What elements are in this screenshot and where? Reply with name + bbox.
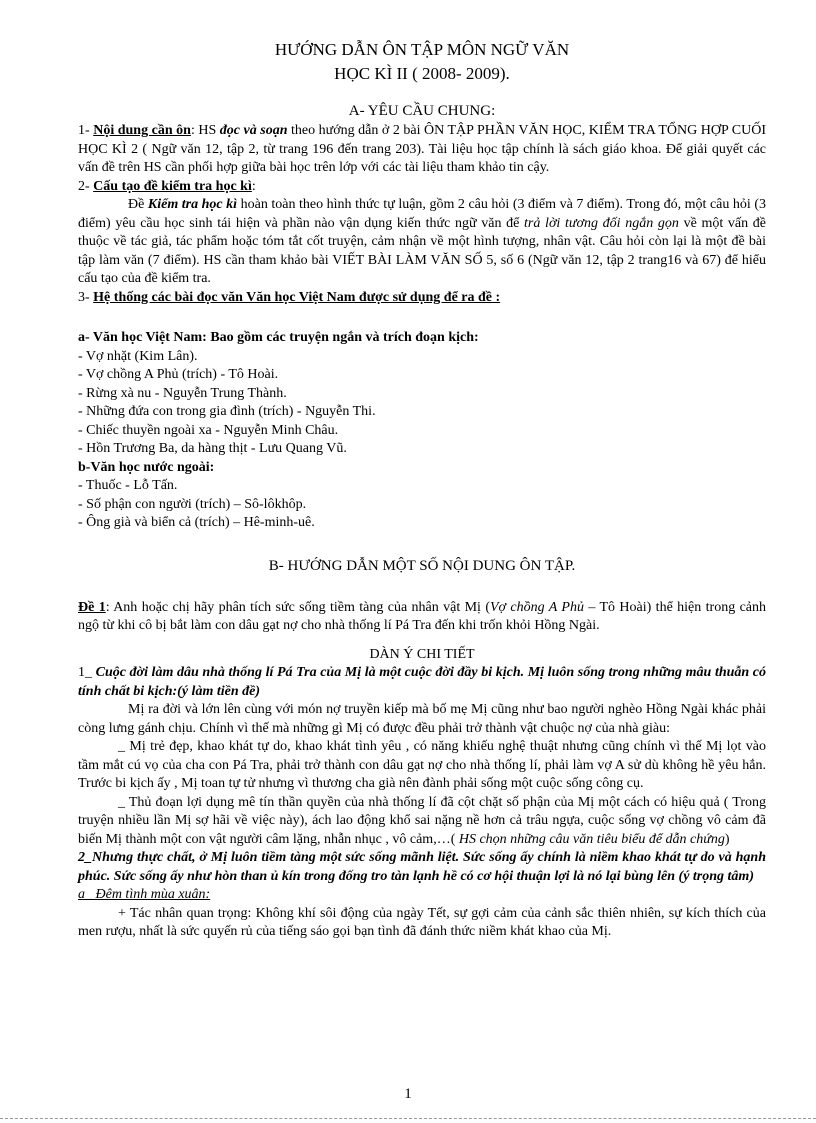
item-italic: trả lời tương đối ngắn gọn: [524, 215, 679, 231]
item-emphasis: đọc và soạn: [219, 123, 288, 138]
list-item: - Những đứa con trong gia đình (trích) - Nguyễn Thi.: [78, 404, 376, 419]
page-number: 1: [404, 1086, 412, 1102]
document-title: [78, 38, 766, 86]
point-2a-label: a_ Đêm tình mùa xuân:: [78, 887, 211, 902]
list-item: - Hồn Trương Ba, da hàng thịt - Lưu Quang Vũ.: [78, 441, 347, 456]
item-text: ): [724, 831, 730, 847]
item-text: về một vấn đề thuộc về tác giả, tác phẩm hoặc tóm tắt cốt truyện, cảm nhận về một hình tượng, nhân vật. Câu hỏi còn lại là một đề bài tập làm văn (7 điểm). HS cần tham khảo bài VIẾT BÀI LÀM VĂN SỐ 5, số 6 (Ngữ văn 12, tập 2 trang16 và 67) để hiểu cấu tạo của đề kiểm tra.: [78, 215, 766, 286]
de-1-prompt: [78, 599, 766, 636]
item-text: : Anh hoặc chị hãy phân tích sức sống tiềm tàng của nhân vật Mị (: [105, 599, 490, 615]
item-text: :: [251, 178, 256, 194]
point-1-bullet-1: _ Mị trẻ đẹp, khao khát tự do, khao khát tình yêu , có năng khiếu nghệ thuật nhưng cũng chính vì thế Mị lọt vào tầm mắt cú vọ của cha con Pá Tra, phải trở thành con dâu gạt nợ cho nhà thống lí, phải làm vợ A sử dù không hề yêu hắn. Trước bi kịch ấy , Mị toan tự tử nhưng vì thương cha già nên đành phải sống một cuộc sống công cụ.: [78, 739, 766, 791]
section-b-heading: B- HƯỚNG DẪN MỘT SỐ NỘI DUNG ÔN TẬP.: [268, 557, 576, 574]
item-label: Nội dung cần ôn: [93, 123, 191, 138]
point-2-title: 2_Nhưng thực chất, ở Mị luôn tiềm tàng một sức sống mãnh liệt. Sức sống ấy chính là niềm khao khát tự do và hạnh phúc. Sức sống ấy như hòn than ủ kín trong đống tro tàn lạnh hề có cơ hội thuận lợi là nó lại bùng lên (ý trọng tâm): [78, 850, 766, 884]
item-text: theo hướng dẫn ở 2 bài ÔN TẬP PHẦN VĂN HỌC, KIỂM TRA TỔNG HỢP CUỐI HỌC KÌ 2 ( Ngữ văn 12, tập 2, từ trang 196 đến trang 203). Tài liệu học tập chính là sách giáo khoa. Để giải quyết các vấn đề trên HS cần phối hợp giữa bài học trên lớp với các tài liệu tham khảo tin cậy.: [78, 123, 766, 175]
foreign-literature-heading: b-Văn học nước ngoài:: [78, 459, 215, 475]
de-1-label: Đề 1: [78, 599, 106, 615]
vn-list: [78, 348, 766, 459]
item-number: 3-: [78, 289, 94, 305]
work-title: Vợ chồng A Phủ: [490, 599, 584, 615]
item-text: : HS: [190, 123, 220, 138]
item-text: _ Thủ đoạn lợi dụng mê tín thần quyền của nhà thống lí đã cột chặt số phận của Mị một cách có hiệu quả ( Trong truyện nhiều lần Mị sợ hãi về việc này), ách lao động khổ sai nặng nề hơn cả trâu ngựa, cuộc sống vợ chồng vô cảm đã biến Mị thành một con vật người câm lặng, nhẫn nhục , vô cảm,…(: [78, 794, 766, 847]
section-a-item-2-heading: [78, 178, 766, 197]
point-1-bullet-2: [78, 794, 766, 850]
list-item: - Chiếc thuyền ngoài xa - Nguyễn Minh Châu.: [78, 422, 339, 438]
section-a-heading: A- YÊU CẦU CHUNG:: [348, 103, 496, 119]
point-1-title: [78, 664, 766, 701]
item-number: 2-: [78, 178, 94, 194]
item-text: – Tô Hoài) thể hiện trong cảnh ngộ từ khi cô bị bắt làm con dâu gạt nợ cho nhà thống lí Pá Tra đến khi trốn khỏi Hồng Ngài.: [78, 599, 766, 633]
list-item: - Ông già và biển cả (trích) – Hê-minh-uê.: [78, 515, 315, 530]
section-a-item-3: [78, 289, 766, 308]
point-number: 1_: [78, 665, 96, 680]
item-text: hoàn toàn theo hình thức tự luận, gồm 2 câu hỏi (3 điểm và 7 điểm). Trong đó, một câu hỏi (3 điểm) yêu cầu học sinh tái hiện và phần nào vận dụng kiến thức ngữ văn để: [78, 197, 767, 231]
item-number: 1-: [78, 123, 94, 138]
item-emphasis: Kiểm tra học kì: [147, 197, 238, 212]
point-1-body: Mị ra đời và lớn lên cùng với món nợ truyền kiếp mà bố mẹ Mị cũng như bao người nghèo Hồng Ngài khác phải còng lưng gánh chịu. Chính vì thế mà những gì Mị có được đều phải trở thành vật chuộc nợ của nhà giàu:: [78, 702, 766, 736]
item-label: Hệ thống các bài đọc văn Văn học Việt Nam được sử dụng để ra đề :: [93, 289, 501, 305]
item-label: Cấu tạo đề kiểm tra học kì: [93, 178, 252, 194]
list-item: - Vợ chồng A Phủ (trích) - Tô Hoài.: [78, 367, 279, 382]
section-a-item-1: [78, 122, 766, 178]
vn-literature-heading: a- Văn học Việt Nam: Bao gồm các truyện ngắn và trích đoạn kịch:: [78, 330, 479, 345]
foreign-list: [78, 477, 766, 533]
document-page: [78, 38, 766, 942]
item-italic: HS chọn những câu văn tiêu biểu để dẫn chứng: [458, 831, 725, 847]
title-line-2: HỌC KÌ II ( 2008- 2009).: [334, 64, 510, 83]
section-a-item-2-body: [78, 196, 766, 289]
list-item: - Số phận con người (trích) – Sô-lôkhôp.: [78, 496, 307, 512]
title-line-1: HƯỚNG DẪN ÔN TẬP MÔN NGỮ VĂN: [274, 40, 570, 59]
list-item: - Vợ nhặt (Kim Lân).: [78, 348, 198, 364]
list-item: - Thuốc - Lỗ Tấn.: [78, 478, 178, 493]
point-title: Cuộc đời làm dâu nhà thống lí Pá Tra của Mị là một cuộc đời đầy bi kịch. Mị luôn sống trong những mâu thuẫn có tính chất bi kịch:(ý làm tiền đề): [78, 665, 767, 699]
list-item: - Rừng xà nu - Nguyễn Trung Thành.: [78, 385, 287, 401]
point-2a-body: + Tác nhân quan trọng: Không khí sôi động của ngày Tết, sự gợi cảm của cảnh sắc thiên nhiên, sự kích thích của men rượu, nhất là sức quyến rủ của tiếng sáo gọi bạn tình đã đánh thức niềm khát khao của Mị.: [78, 905, 766, 939]
page-bottom-divider: [0, 1118, 816, 1119]
outline-heading: DÀN Ý CHI TIẾT: [369, 646, 475, 662]
item-text: Đề: [128, 197, 148, 212]
